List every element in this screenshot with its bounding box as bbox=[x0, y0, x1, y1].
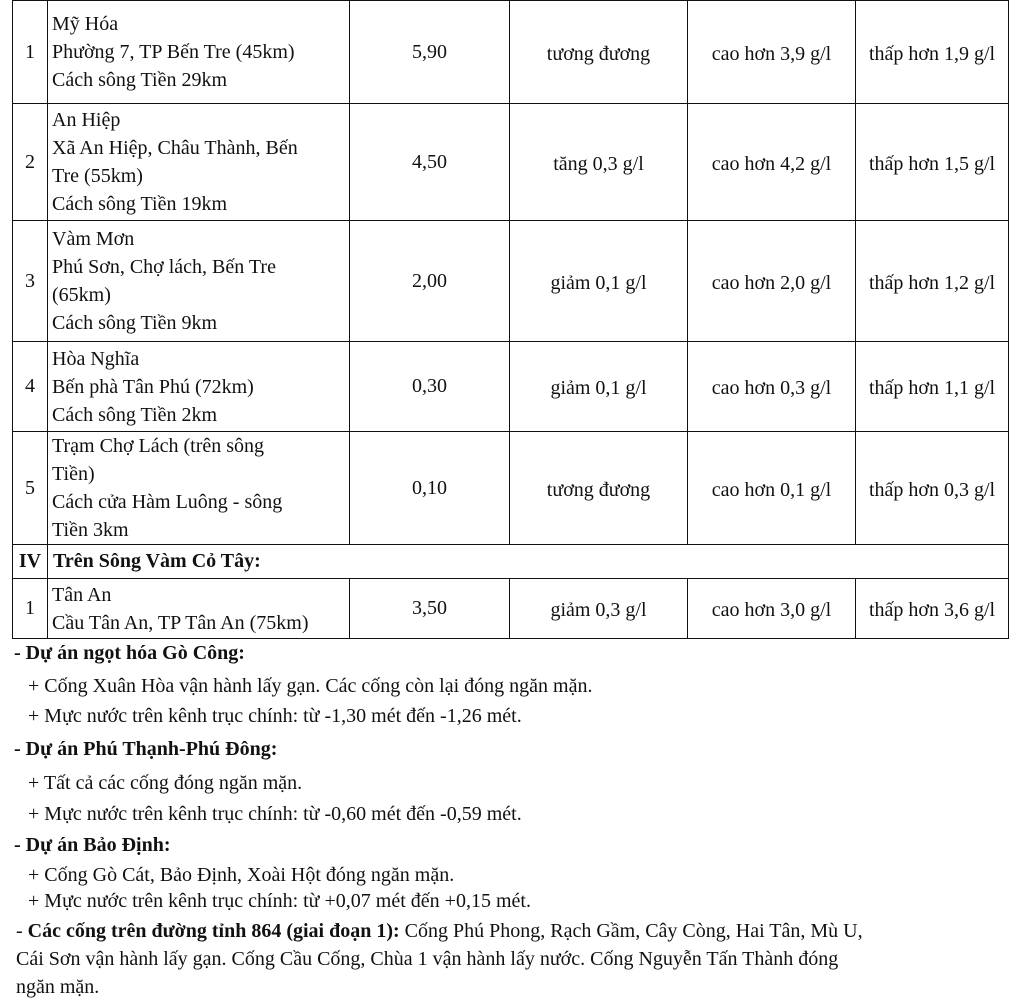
table-body-bottom bbox=[13, 579, 1009, 639]
table-row bbox=[13, 342, 1009, 432]
table-row bbox=[13, 221, 1009, 342]
trend-change: giảm 0,3 g/l bbox=[510, 579, 688, 639]
station-name bbox=[48, 342, 350, 432]
project-item: + Mực nước trên kênh trục chính: từ -1,30 mét đến -1,26 mét. bbox=[28, 705, 522, 727]
road-864-text: Cống Phú Phong, Rạch Gầm, Cây Còng, Hai Tân, Mù U, bbox=[399, 920, 863, 942]
project-title: - Dự án Bảo Định: bbox=[14, 834, 171, 856]
table-section bbox=[13, 545, 1009, 579]
compare-high: cao hơn 0,1 g/l bbox=[688, 432, 856, 545]
compare-low: thấp hơn 3,6 g/l bbox=[856, 579, 1009, 639]
compare-low: thấp hơn 1,5 g/l bbox=[856, 104, 1009, 221]
station-name-line: Cách sông Tiền 9km bbox=[52, 312, 218, 334]
station-number: 4 bbox=[13, 342, 48, 432]
station-name-line: Cách sông Tiền 19km bbox=[52, 193, 228, 215]
road-864-paragraph bbox=[16, 917, 1006, 1001]
station-name bbox=[48, 579, 350, 639]
station-name-line: Cách sông Tiền 29km bbox=[52, 69, 228, 91]
project-item: + Mực nước trên kênh trục chính: từ +0,07 mét đến +0,15 mét. bbox=[28, 890, 531, 912]
station-name bbox=[48, 1, 350, 104]
salinity-value: 5,90 bbox=[350, 1, 510, 104]
compare-low: thấp hơn 1,1 g/l bbox=[856, 342, 1009, 432]
station-number: 1 bbox=[13, 1, 48, 104]
station-name-line: Tre (55km) bbox=[52, 165, 143, 187]
project-title: - Dự án ngọt hóa Gò Công: bbox=[14, 642, 245, 664]
compare-low: thấp hơn 1,2 g/l bbox=[856, 221, 1009, 342]
salinity-table bbox=[12, 0, 1009, 639]
section-row bbox=[13, 545, 1009, 579]
compare-low: thấp hơn 1,9 g/l bbox=[856, 1, 1009, 104]
station-name-line: Tiền) bbox=[52, 463, 95, 485]
station-number: 2 bbox=[13, 104, 48, 221]
table-body-top bbox=[13, 1, 1009, 545]
trend-change: giảm 0,1 g/l bbox=[510, 221, 688, 342]
table-row bbox=[13, 104, 1009, 221]
station-name-line: Tiền 3km bbox=[52, 519, 129, 541]
station-name-line: Xã An Hiệp, Châu Thành, Bến bbox=[52, 137, 298, 159]
station-name-line: Hòa Nghĩa bbox=[52, 347, 140, 370]
table-row bbox=[13, 579, 1009, 639]
station-name-line: Bến phà Tân Phú (72km) bbox=[52, 375, 254, 398]
salinity-value: 3,50 bbox=[350, 579, 510, 639]
road-864-title: Các cống trên đường tỉnh 864 (giai đoạn 1): bbox=[27, 920, 400, 942]
project-item: + Cống Gò Cát, Bảo Định, Xoài Hột đóng ngăn mặn. bbox=[28, 864, 455, 886]
road-864-prefix: - bbox=[16, 920, 28, 942]
table-row bbox=[13, 1, 1009, 104]
project-item: + Mực nước trên kênh trục chính: từ -0,60 mét đến -0,59 mét. bbox=[28, 803, 522, 825]
compare-high: cao hơn 4,2 g/l bbox=[688, 104, 856, 221]
section-title: Trên Sông Vàm Cỏ Tây: bbox=[48, 545, 1009, 579]
trend-change: tăng 0,3 g/l bbox=[510, 104, 688, 221]
station-name-line: Cầu Tân An, TP Tân An (75km) bbox=[52, 611, 309, 634]
station-name-line: Trạm Chợ Lách (trên sông bbox=[52, 435, 265, 457]
station-name bbox=[48, 432, 350, 545]
station-name-line: An Hiệp bbox=[52, 109, 121, 131]
table-row bbox=[13, 432, 1009, 545]
station-number: 1 bbox=[13, 579, 48, 639]
station-name-line: Cách cửa Hàm Luông - sông bbox=[52, 491, 283, 513]
compare-low: thấp hơn 0,3 g/l bbox=[856, 432, 1009, 545]
station-name bbox=[48, 104, 350, 221]
station-name-line: Cách sông Tiền 2km bbox=[52, 403, 218, 426]
compare-high: cao hơn 2,0 g/l bbox=[688, 221, 856, 342]
salinity-value: 4,50 bbox=[350, 104, 510, 221]
project-title: - Dự án Phú Thạnh-Phú Đông: bbox=[14, 738, 278, 760]
trend-change: giảm 0,1 g/l bbox=[510, 342, 688, 432]
road-864-line-3: ngăn mặn. bbox=[16, 976, 100, 998]
compare-high: cao hơn 0,3 g/l bbox=[688, 342, 856, 432]
compare-high: cao hơn 3,9 g/l bbox=[688, 1, 856, 104]
station-name-line: Phường 7, TP Bến Tre (45km) bbox=[52, 41, 295, 63]
station-number: 5 bbox=[13, 432, 48, 545]
project-item: + Tất cả các cống đóng ngăn mặn. bbox=[28, 772, 303, 794]
trend-change: tương đương bbox=[510, 432, 688, 545]
salinity-value: 0,30 bbox=[350, 342, 510, 432]
station-name-line: Tân An bbox=[52, 583, 112, 606]
station-number: 3 bbox=[13, 221, 48, 342]
station-name-line: Vàm Mơn bbox=[52, 228, 135, 250]
project-item: + Cống Xuân Hòa vận hành lấy gạn. Các cống còn lại đóng ngăn mặn. bbox=[28, 675, 593, 697]
station-name-line: Mỹ Hóa bbox=[52, 13, 119, 35]
section-number: IV bbox=[13, 545, 48, 579]
road-864-line-2: Cái Sơn vận hành lấy gạn. Cống Cầu Cống, Chùa 1 vận hành lấy nước. Cống Nguyễn Tấn Thành đóng bbox=[16, 948, 839, 970]
road-864-line-1 bbox=[16, 917, 1006, 945]
trend-change: tương đương bbox=[510, 1, 688, 104]
compare-high: cao hơn 3,0 g/l bbox=[688, 579, 856, 639]
station-name bbox=[48, 221, 350, 342]
station-name-line: (65km) bbox=[52, 284, 111, 306]
salinity-value: 0,10 bbox=[350, 432, 510, 545]
station-name-line: Phú Sơn, Chợ lách, Bến Tre bbox=[52, 256, 276, 278]
salinity-value: 2,00 bbox=[350, 221, 510, 342]
